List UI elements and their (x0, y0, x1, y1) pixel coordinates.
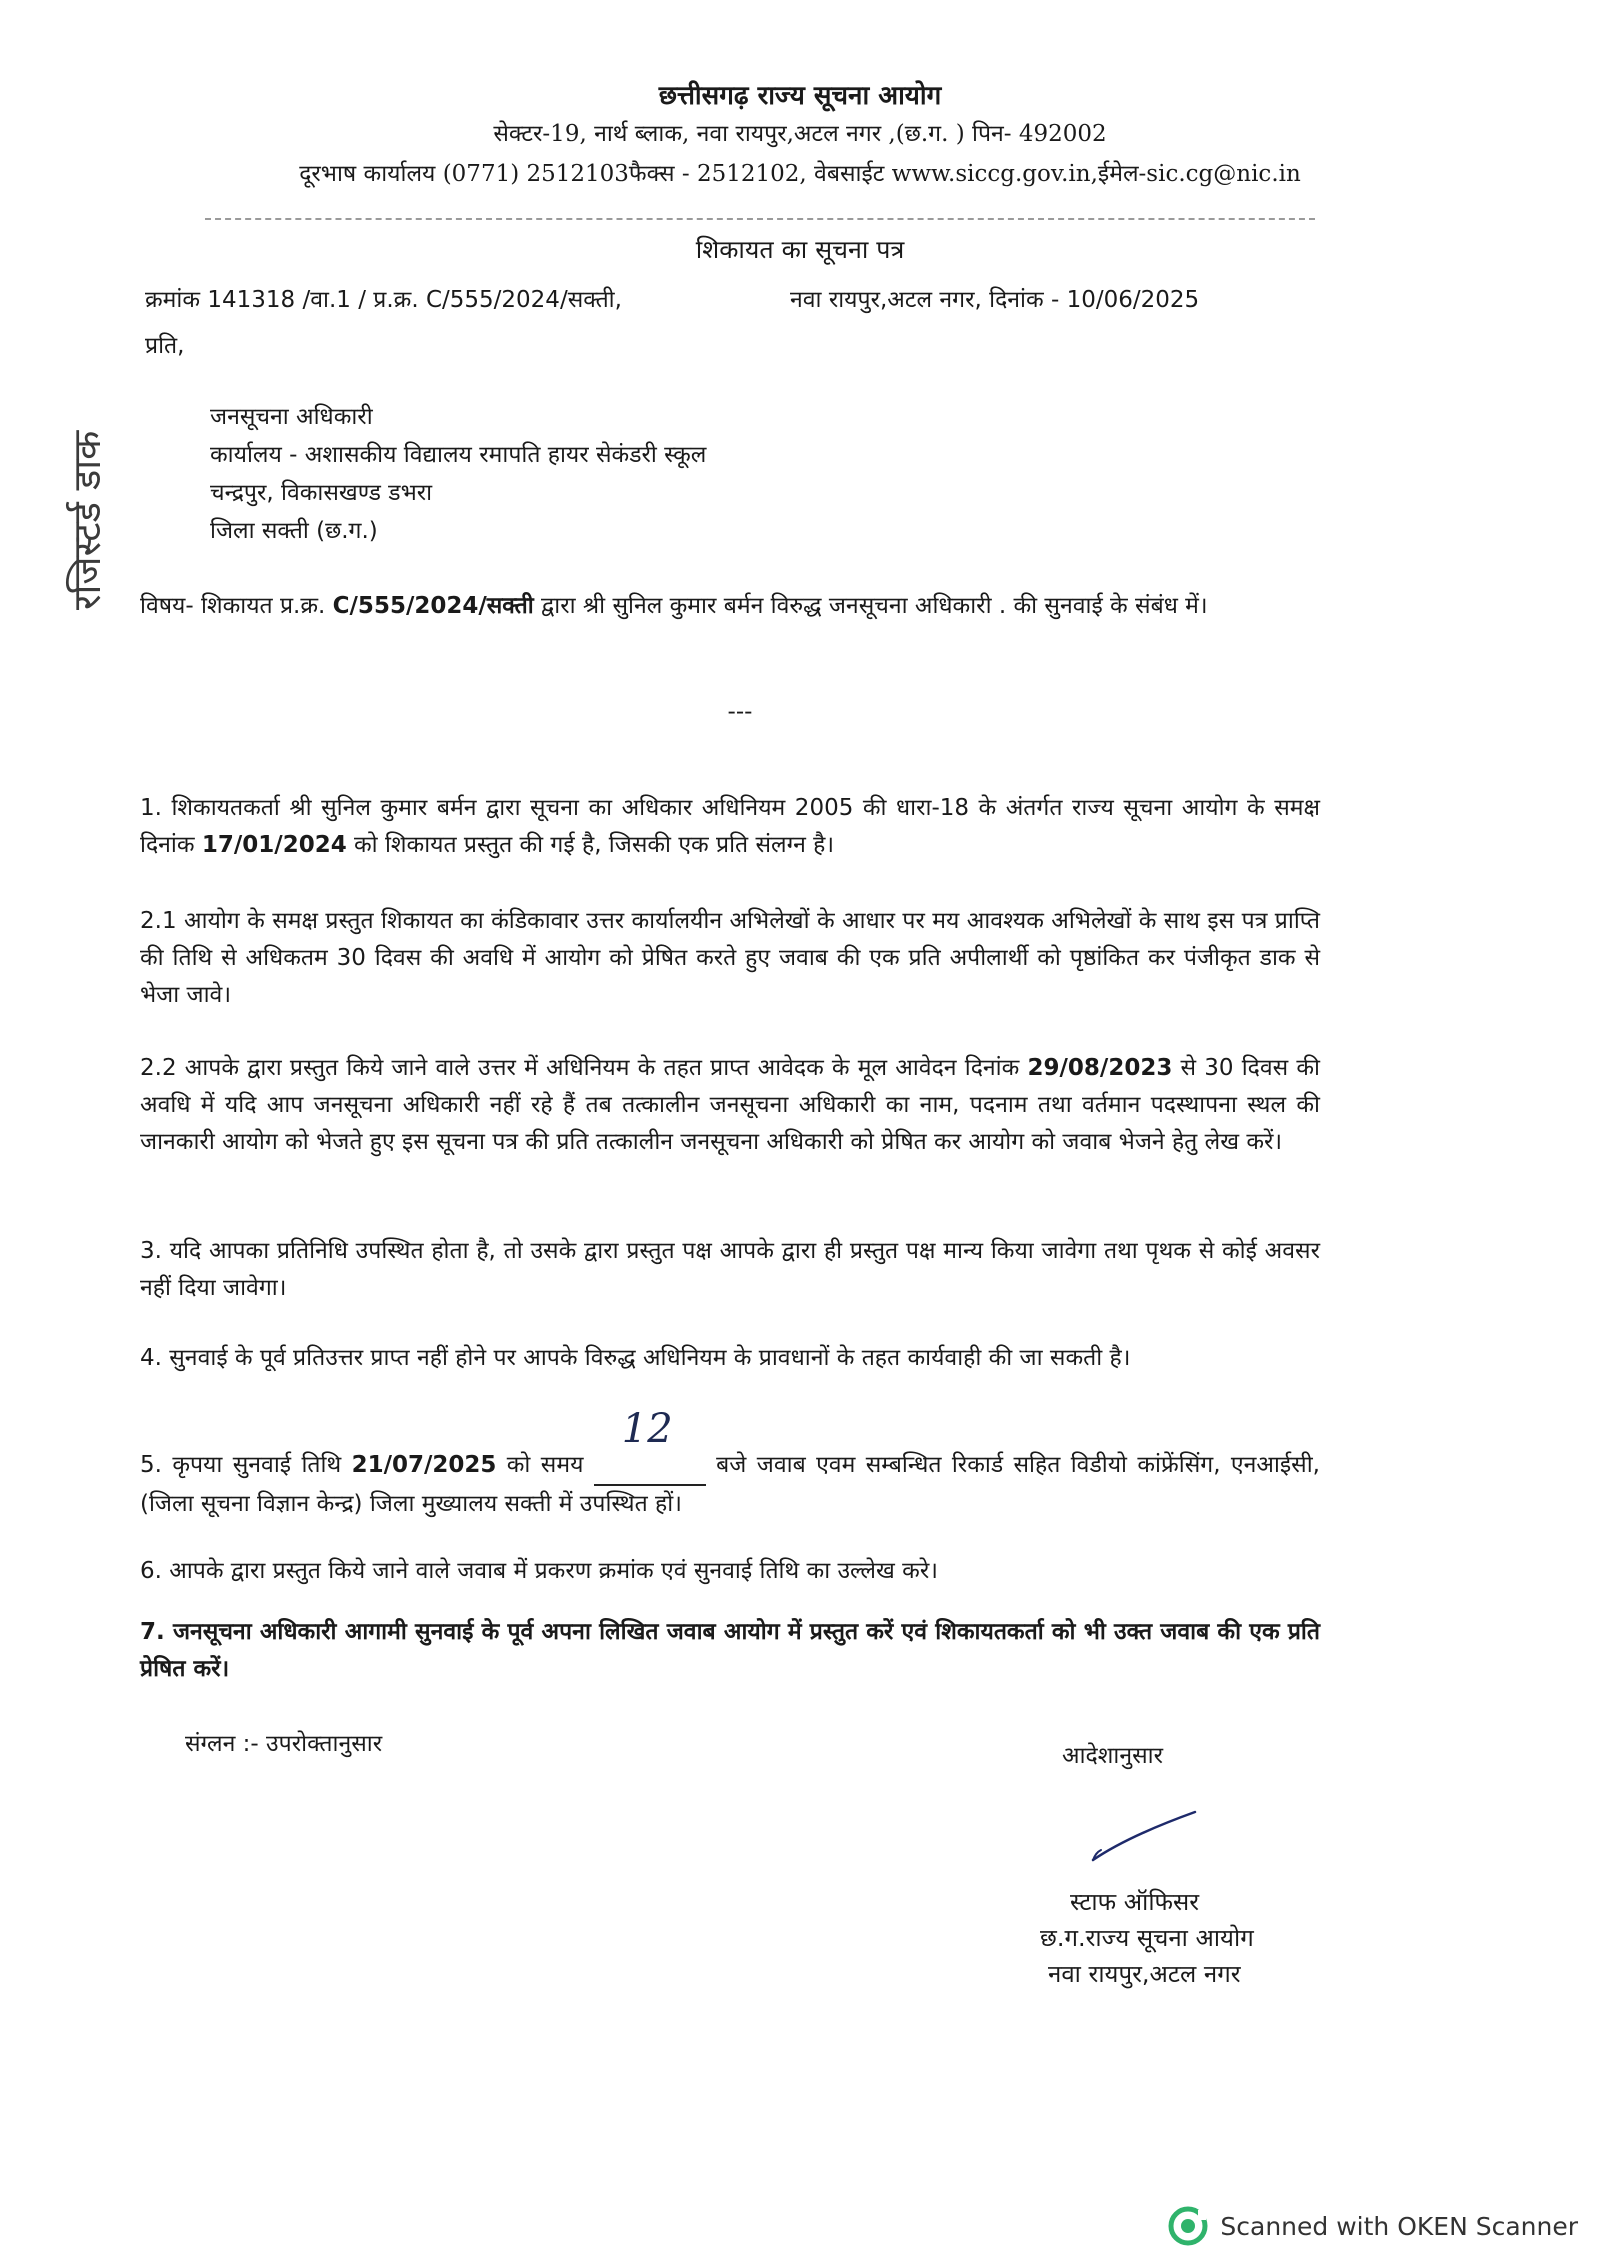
scanner-watermark (1168, 2206, 1578, 2246)
enclosure-note: संग्लन :- उपरोक्तानुसार (185, 1731, 383, 1757)
paragraph-5: 5. कृपया सुनवाई तिथि 21/07/2025 को समय 12 बजे जवाब एवम सम्बन्धित रिकार्ड सहित विडीयो कांफ्रेंसिंग, एनआईसी,(जिला सूचना विज्ञान केन्द्र) जिला मुख्यालय सक्ती में उपस्थित हों। (140, 1406, 1320, 1517)
signatory-line: छ.ग.राज्य सूचना आयोग (1040, 1924, 1254, 1952)
paragraph-4: 4. सुनवाई के पूर्व प्रतिउत्तर प्राप्त नहीं होने पर आपके विरुद्ध अधिनियम के प्रावधानों के तहत कार्यवाही की जा सकती है। (140, 1345, 1131, 1371)
recipient-line: जिला सक्ती (छ.ग.) (210, 518, 378, 544)
stamp-text: रजिस्टर्ड डाक (65, 430, 109, 610)
paragraph-3: 3. यदि आपका प्रतिनिधि उपस्थित होता है, तो उसके द्वारा प्रस्तुत पक्ष आपके द्वारा ही प्रस्तुत पक्ष मान्य किया जावेगा तथा पृथक से कोई अवसर नहीं दिया जावेगा। (140, 1238, 1320, 1301)
recipient-line: जनसूचना अधिकारी (210, 404, 373, 430)
header-divider (205, 218, 1315, 220)
org-address: सेक्टर-19, नार्थ ब्लाक, नवा रायपुर,अटल नगर ,(छ.ग. ) पिन- 492002 (493, 121, 1107, 147)
recipient-line: चन्द्रपुर, विकासखण्ड डभरा (210, 480, 433, 506)
to-label: प्रति, (145, 333, 185, 359)
document-title: शिकायत का सूचना पत्र (695, 235, 905, 264)
registered-post-stamp (60, 430, 130, 890)
by-order: आदेशानुसार (1062, 1743, 1163, 1769)
signature (1085, 1800, 1205, 1870)
paragraph-6: 6. आपके द्वारा प्रस्तुत किये जाने वाले जवाब में प्रकरण क्रमांक एवं सुनवाई तिथि का उल्लेख करे। (140, 1558, 938, 1584)
paragraph-7: 7. जनसूचना अधिकारी आगामी सुनवाई के पूर्व अपना लिखित जवाब आयोग में प्रस्तुत करें एवं शिकायतकर्ता को भी उक्त जवाब की एक प्रति प्रेषित करें। (140, 1619, 1320, 1682)
recipient-block (210, 398, 706, 550)
paragraph-1: 1. शिकायतकर्ता श्री सुनिल कुमार बर्मन द्वारा सूचना का अधिकार अधिनियम 2005 की धारा-18 के अंतर्गत राज्य सूचना आयोग के समक्ष दिनांक 17/01/2024 को शिकायत प्रस्तुत की गई है, जिसकी एक प्रति संलग्न है। (140, 795, 1320, 858)
org-contact: दूरभाष कार्यालय (0771) 2512103फैक्स - 2512102, वेबसाईट www.siccg.gov.in,ईमेल-sic.cg@nic.in (299, 161, 1301, 187)
scanner-text: Scanned with OKEN Scanner (1220, 2211, 1578, 2241)
paragraph-2-1: 2.1 आयोग के समक्ष प्रस्तुत शिकायत का कंडिकावार उत्तर कार्यालयीन अभिलेखों के आधार पर मय आवश्यक अभिलेखों के साथ इस पत्र प्राप्ति की तिथि से अधिकतम 30 दिवस की अवधि में आयोग को प्रेषित करते हुए जवाब की एक प्रति अपीलार्थी को पृष्ठांकित कर पंजीकृत डाक से भेजा जावे। (140, 908, 1320, 1008)
signatory-line: नवा रायपुर,अटल नगर (1048, 1960, 1241, 1988)
separator: --- (727, 699, 753, 725)
hearing-time-blank (594, 1406, 706, 1486)
subject-line: विषय- शिकायत प्र.क्र. C/555/2024/सक्ती द्वारा श्री सुनिल कुमार बर्मन विरुद्ध जनसूचना अधिकारी . की सुनवाई के संबंध में। (140, 593, 1208, 619)
place-date: नवा रायपुर,अटल नगर, दिनांक - 10/06/2025 (790, 287, 1200, 313)
paragraph-2-2: 2.2 आपके द्वारा प्रस्तुत किये जाने वाले उत्तर में अधिनियम के तहत प्राप्त आवेदक के मूल आवेदन दिनांक 29/08/2023 से 30 दिवस की अवधि में यदि आप जनसूचना अधिकारी नहीं रहे हैं तब तत्कालीन जनसूचना अधिकारी का नाम, पदनाम तथा वर्तमान पदस्थापना स्थल की जानकारी आयोग को भेजते हुए इस सूचना पत्र की प्रति तत्कालीन जनसूचना अधिकारी को प्रेषित कर आयोग को जवाब भेजने हेतु लेख करें। (140, 1055, 1321, 1155)
recipient-line: कार्यालय - अशासकीय विद्यालय रमापति हायर सेकंडरी स्कूल (210, 442, 707, 468)
org-name: छत्तीसगढ़ राज्य सूचना आयोग (658, 81, 942, 111)
subject-case-number: C/555/2024/सक्ती (332, 593, 534, 619)
reference-number: क्रमांक 141318 /वा.1 / प्र.क्र. C/555/2024/सक्ती, (145, 287, 622, 313)
handwritten-time: 12 (621, 1406, 673, 1452)
signatory-block (1040, 1884, 1254, 1992)
signatory-line: स्टाफ ऑफिसर (1070, 1888, 1200, 1916)
oken-scanner-logo-icon (1168, 2206, 1208, 2246)
